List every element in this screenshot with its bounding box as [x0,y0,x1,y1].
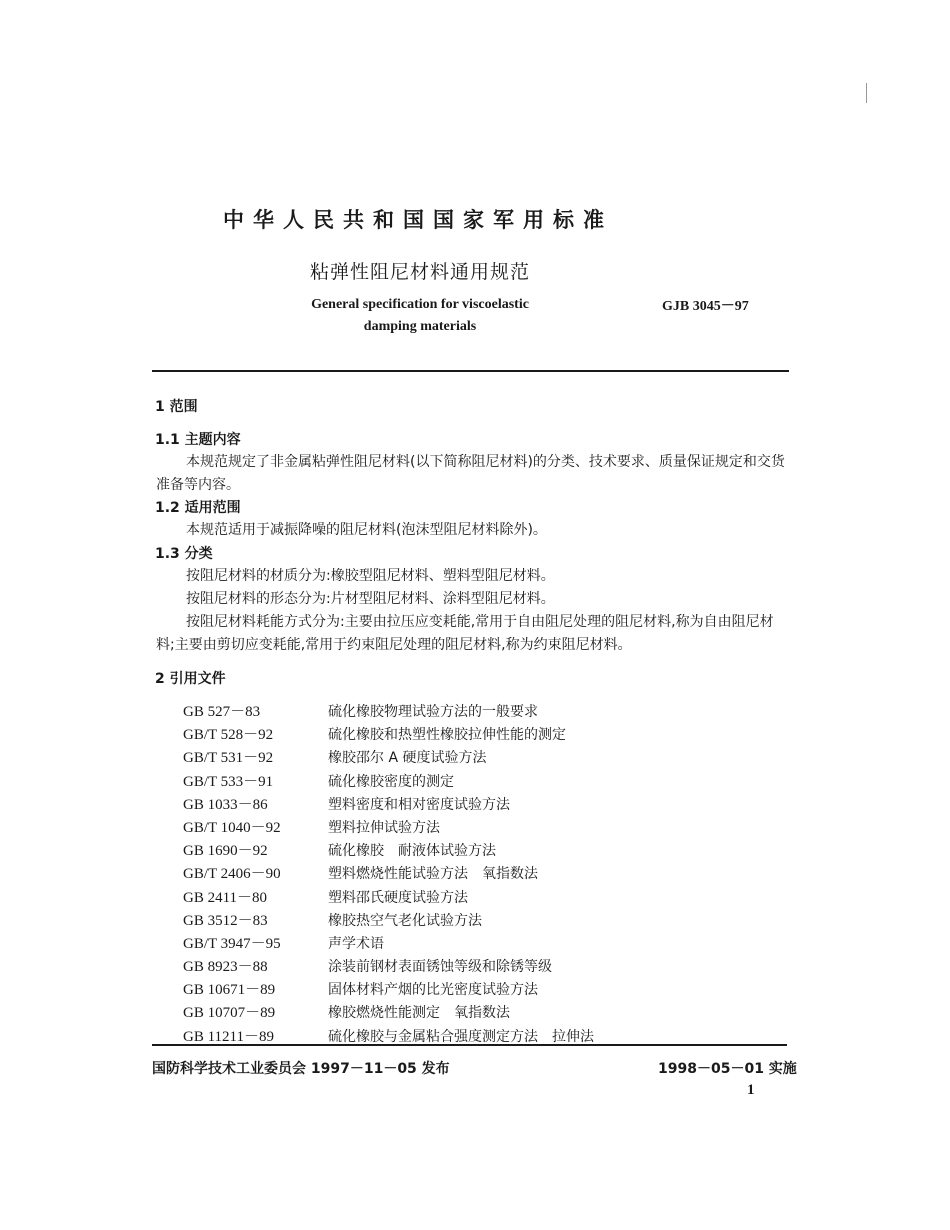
reference-title: 塑料邵氏硬度试验方法 [328,889,468,906]
effective-date: 1998－05－01 实施 [658,1061,797,1077]
reference-row [183,840,594,863]
reference-code: GB 2411－80 [183,889,268,906]
reference-title: 橡胶热空气老化试验方法 [328,912,482,929]
reference-title: 硫化橡胶物理试验方法的一般要求 [328,704,538,720]
reference-code: GB 11211－89 [183,1028,274,1045]
reference-title: 涂装前钢材表面锈蚀等级和除锈等级 [328,959,552,976]
section-1-3-para-3: 按阻尼材料耗能方式分为:主要由拉压应变耗能,常用于自由阻尼处理的阻尼材料,称为自由阻尼材料;主要由剪切应变耗能,常用于约束阻尼处理的阻尼材料,称为约束阻尼材料。 [156,614,774,653]
scan-edge-mark [866,83,867,103]
reference-code: GB 1690－92 [183,843,268,860]
section-1-1-heading: 1.1 主题内容 [155,432,241,448]
reference-code: GB/T 531－92 [183,750,274,767]
reference-row [183,771,594,794]
reference-title: 声学术语 [328,935,384,952]
reference-code: GB 3512－83 [183,912,268,929]
reference-row [183,701,594,724]
section-1-3-para-2: 按阻尼材料的形态分为:片材型阻尼材料、涂料型阻尼材料。 [186,591,555,607]
english-title-line-2: damping materials [363,319,477,334]
section-1-1-text: 本规范规定了非金属粘弹性阻尼材料(以下简称阻尼材料)的分类、技术要求、质量保证规定和交货准备等内容。 [156,454,785,493]
reference-title: 硫化橡胶 耐液体试验方法 [328,843,496,860]
reference-title: 橡胶邵尔 A 硬度试验方法 [328,750,487,767]
reference-title: 硫化橡胶与金属粘合强度测定方法 拉伸法 [328,1028,594,1045]
reference-title: 硫化橡胶和热塑性橡胶拉伸性能的测定 [328,727,566,744]
section-1-3-heading: 1.3 分类 [155,546,213,562]
reference-code: GB/T 1040－92 [183,819,281,836]
reference-row [183,747,594,770]
reference-title: 塑料燃烧性能试验方法 氧指数法 [328,866,538,883]
reference-row [183,979,594,1002]
footer-divider [152,1044,787,1046]
reference-title: 塑料密度和相对密度试验方法 [328,796,510,813]
reference-title: 橡胶燃烧性能测定 氧指数法 [328,1005,510,1022]
reference-code: GB 1033－86 [183,796,268,813]
reference-code: GB/T 2406－90 [183,866,281,883]
section-1-3-para-1: 按阻尼材料的材质分为:橡胶型阻尼材料、塑料型阻尼材料。 [186,568,555,584]
reference-code: GB/T 528－92 [183,727,274,744]
document-title: 粘弹性阻尼材料通用规范 [309,261,530,283]
issue-date: 国防科学技术工业委员会 1997－11－05 发布 [152,1061,450,1077]
reference-row [183,1002,594,1025]
reference-code: GB 10707－89 [183,1005,276,1022]
reference-code: GB 10671－89 [183,982,276,999]
page-number: 1 [747,1082,755,1098]
reference-title: 塑料拉伸试验方法 [328,819,440,836]
reference-list [183,701,594,1049]
reference-row [183,933,594,956]
reference-row [183,910,594,933]
reference-row [183,817,594,840]
reference-title: 硫化橡胶密度的测定 [328,773,454,790]
reference-title: 固体材料产烟的比光密度试验方法 [328,982,538,999]
standard-number: GJB 3045－97 [662,299,749,314]
reference-row [183,956,594,979]
reference-code: GB 527－83 [183,704,261,720]
reference-row [183,863,594,886]
reference-code: GB/T 3947－95 [183,935,281,952]
section-1-2-text: 本规范适用于减振降噪的阻尼材料(泡沫型阻尼材料除外)。 [186,522,547,538]
reference-code: GB/T 533－91 [183,773,274,790]
reference-row [183,724,594,747]
reference-code: GB 8923－88 [183,959,268,976]
section-1-heading: 1 范围 [155,399,198,415]
section-1-2-heading: 1.2 适用范围 [155,500,241,516]
section-2-heading: 2 引用文件 [155,671,226,687]
reference-row [183,794,594,817]
english-title [260,294,580,338]
org-title: 中华人民共和国国家军用标准 [223,208,613,232]
header-divider [152,370,789,372]
reference-row [183,887,594,910]
english-title-line-1: General specification for viscoelastic [311,297,529,312]
